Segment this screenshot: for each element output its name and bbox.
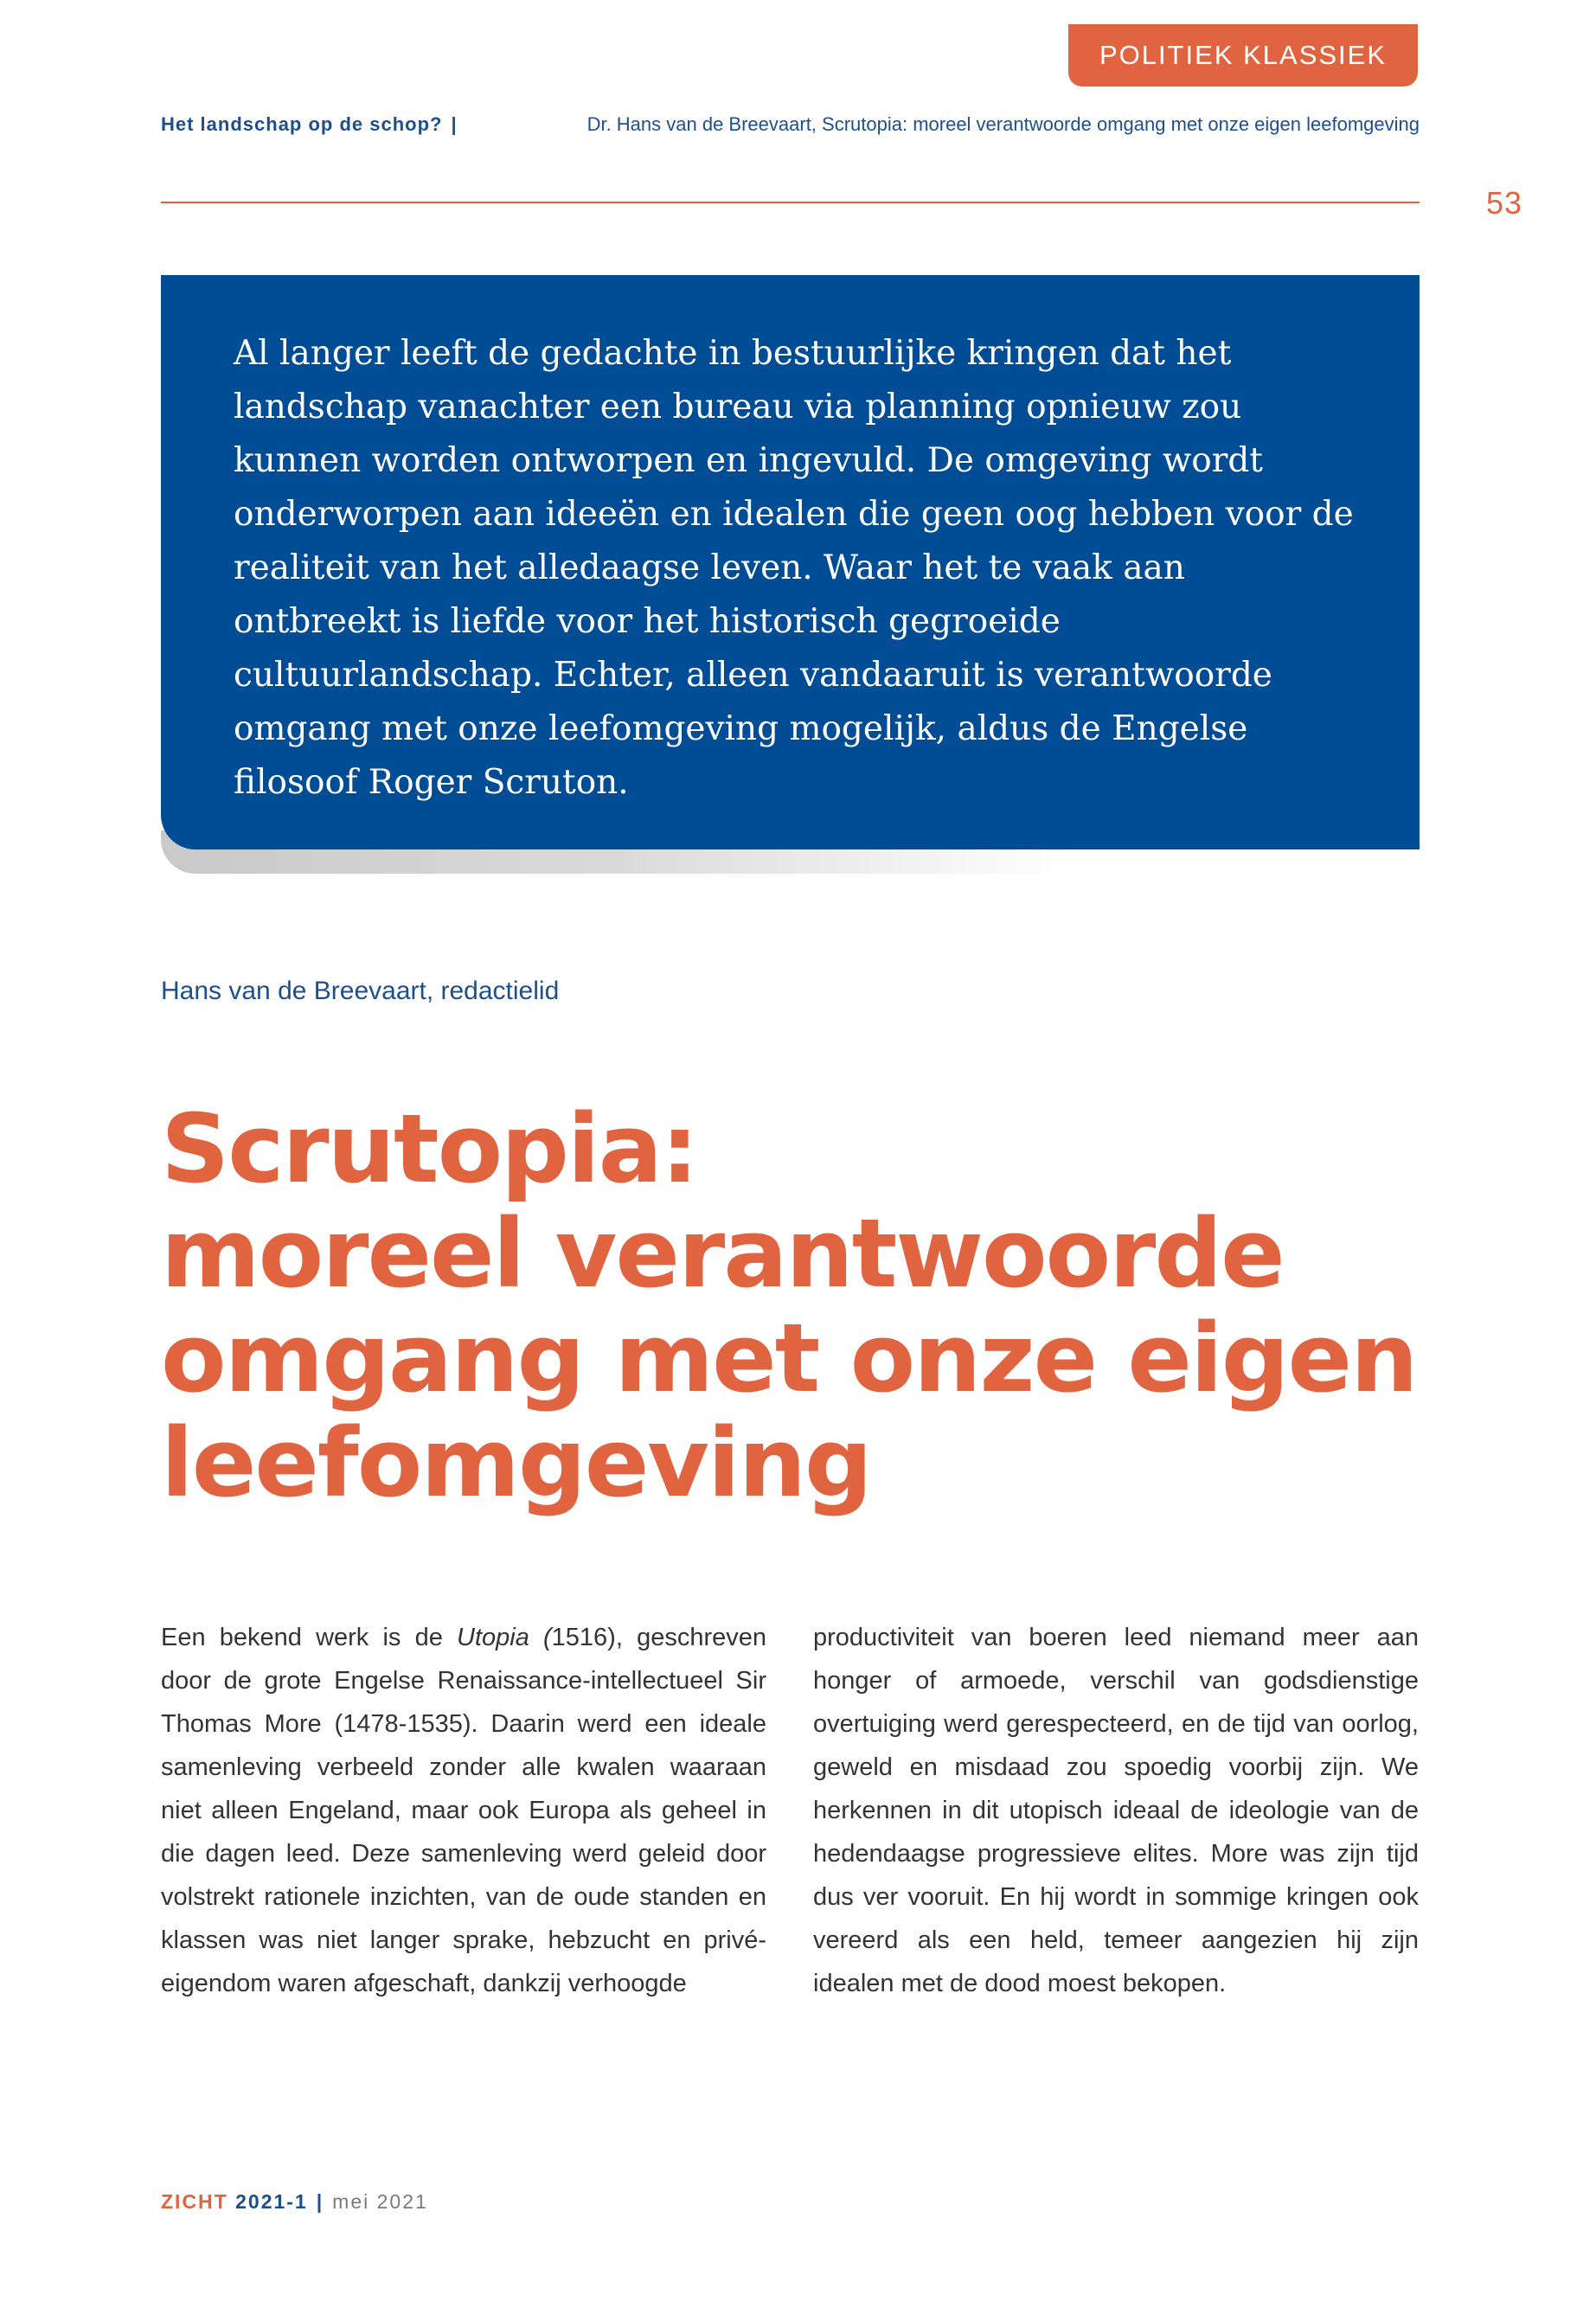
series-title-text: Het landschap op de schop? [161, 113, 443, 135]
intro-text: Al langer leeft de gedachte in bestuurlijke kringen dat het landschap vanachter een bureau via planning opnieuw zou kunnen worden ontworpen en ingevuld. De omgeving wordt onderworpen aan ideeën en idealen die geen oog hebben voor de realiteit van het alledaagse leven. Waar het te vaak aan ontbreekt is liefde voor het historisch gegroeide cultuurlandschap. Echter, alleen vandaaruit is verantwoorde omgang met onze leefomgeving mogelijk, aldus de Engelse filosoof Roger Scruton. [234, 334, 1354, 802]
section-tab [1068, 24, 1418, 87]
issue-date: mei 2021 [332, 2190, 428, 2213]
title-line-4: leefomgeving [161, 1407, 871, 1518]
series-title [161, 113, 465, 136]
article-title [161, 1093, 1420, 1518]
book-title-utopia: Utopia ( [457, 1624, 552, 1651]
article-reference: Dr. Hans van de Breevaart, Scrutopia: moreel verantwoorde omgang met onze eigen leefomgeving [586, 113, 1420, 135]
issue-number: 2021-1 [235, 2190, 308, 2213]
title-line-3: omgang met onze eigen [161, 1303, 1417, 1413]
title-line-2: moreel verantwoorde [161, 1198, 1284, 1309]
footer [161, 2190, 428, 2214]
footer-separator: | [316, 2190, 324, 2213]
running-head [161, 113, 1420, 136]
page-number: 53 [1486, 185, 1523, 221]
byline: Hans van de Breevaart, redactielid [161, 977, 560, 1005]
intro-box [161, 275, 1420, 849]
body-column-left [161, 1616, 766, 2005]
section-tab-label: POLITIEK KLASSIEK [1099, 40, 1388, 70]
body-col1-text: 1516), geschreven door de grote Engelse Renaissance-intellectueel Sir Thomas More (1478-1535). Daarin werd een ideale samenleving verbeeld zonder alle kwalen waaraan niet alleen Engeland, maar ook Europa als geheel in die dagen leed. Deze samenleving werd geleid door volstrekt rationele inzichten, van de oude standen en klassen was niet langer sprake, hebzucht en privé-eigendom waren afgeschaft, dankzij verhoogde [161, 1624, 766, 1997]
body-column-right: productiviteit van boeren leed niemand meer aan honger of armoede, verschil van godsdienstige overtuiging werd gerespecteerd, en de tijd van oorlog, geweld en misdaad zou spoedig voorbij zijn. We herkennen in dit utopisch ideaal de ideologie van de hedendaagse progressieve elites. More was zijn tijd dus ver vooruit. En hij wordt in sommige kringen ook vereerd als een held, temeer aangezien hij zijn idealen met de dood moest bekopen. [813, 1624, 1419, 1997]
body-col1-intro: Een bekend werk is de [161, 1624, 458, 1651]
magazine-name: ZICHT [161, 2190, 228, 2213]
header-divider [161, 202, 1420, 203]
title-line-1: Scrutopia: [161, 1093, 697, 1204]
running-head-separator: | [451, 113, 457, 135]
